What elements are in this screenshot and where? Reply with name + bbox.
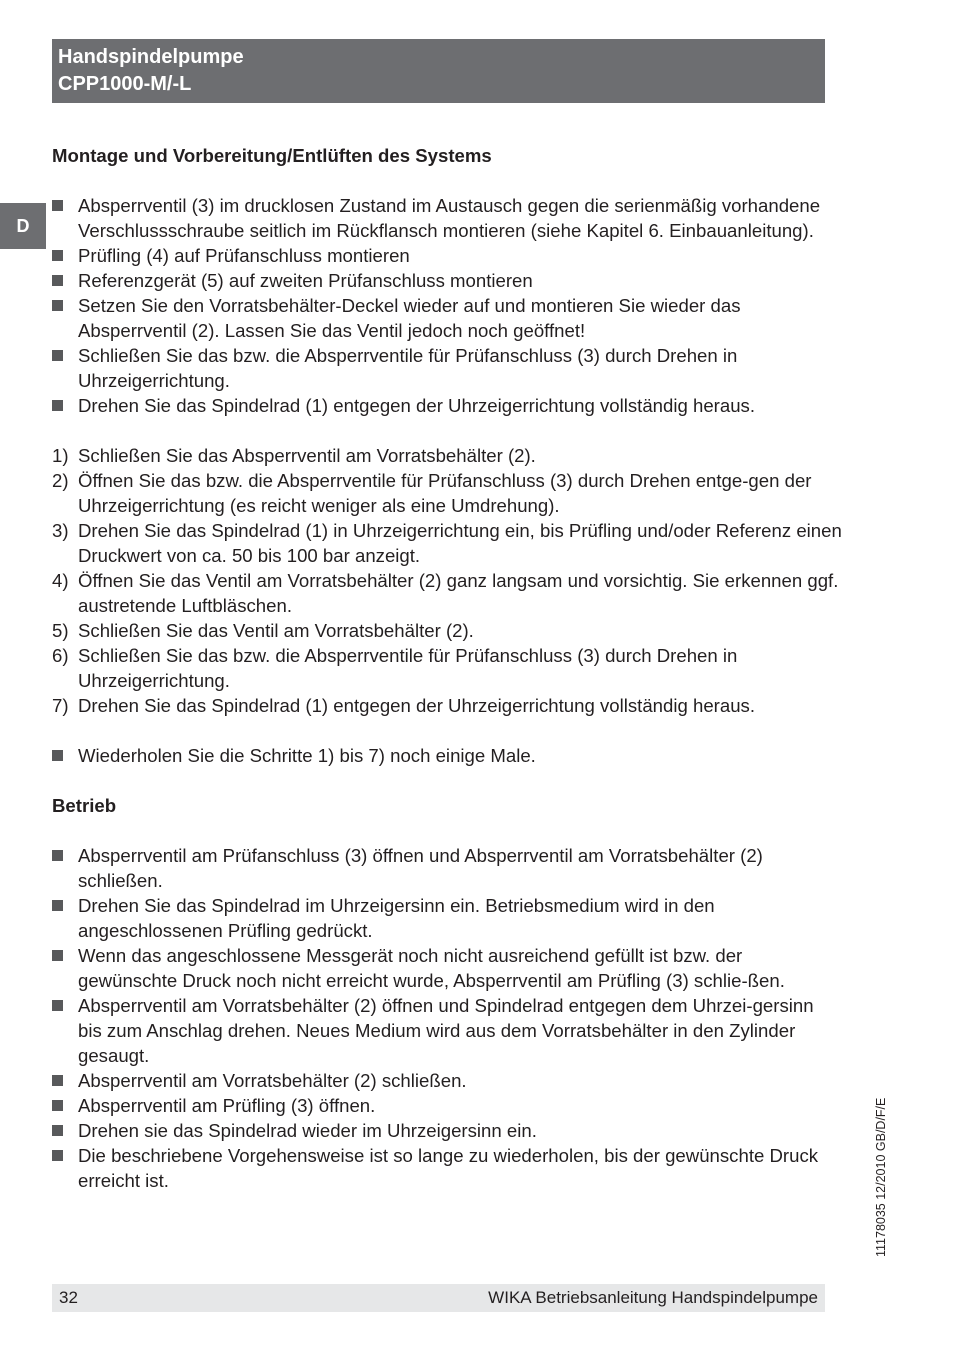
montage-bullet-list — [52, 193, 842, 418]
step-number: 6) — [52, 645, 69, 666]
square-bullet-icon — [52, 1150, 63, 1161]
list-item: Absperrventil am Vorratsbehälter (2) öffnen und Spindelrad entgegen dem Uhrzei-gersinn bis zum Anschlag drehen. Neues Medium wird aus dem Vorratsbehälter in den Zylinder gesaugt. — [52, 993, 842, 1068]
step-number: 2) — [52, 470, 69, 491]
list-item: Drehen sie das Spindelrad wieder im Uhrzeigersinn ein. — [52, 1118, 842, 1143]
step-item: 4) Öffnen Sie das Ventil am Vorratsbehälter (2) ganz langsam und vorsichtig. Sie erkennen ggf. austretende Luftbläschen. — [52, 570, 839, 616]
square-bullet-icon — [52, 750, 63, 761]
square-bullet-icon — [52, 1125, 63, 1136]
list-item: Wenn das angeschlossene Messgerät noch nicht ausreichend gefüllt ist bzw. der gewünschte Druck noch nicht erreicht wurde, Absperrventil am Prüfling (3) schlie-ßen. — [52, 943, 842, 993]
square-bullet-icon — [52, 200, 63, 211]
step-number: 5) — [52, 620, 69, 641]
list-item: Absperrventil am Vorratsbehälter (2) schließen. — [52, 1068, 842, 1093]
square-bullet-icon — [52, 1075, 63, 1086]
square-bullet-icon — [52, 250, 63, 261]
numbered-steps — [52, 443, 842, 718]
footer-bar — [52, 1284, 825, 1312]
list-item: Drehen Sie das Spindelrad im Uhrzeigersinn ein. Betriebsmedium wird in den angeschlossenen Prüfling gedrückt. — [52, 893, 842, 943]
step-item: 5) Schließen Sie das Ventil am Vorratsbehälter (2). — [52, 620, 474, 641]
list-item: Referenzgerät (5) auf zweiten Prüfanschluss montieren — [52, 268, 842, 293]
section-title-montage: Montage und Vorbereitung/Entlüften des Systems — [52, 145, 492, 166]
step-number: 4) — [52, 570, 69, 591]
repeat-instruction: Wiederholen Sie die Schritte 1) bis 7) noch einige Male. — [52, 743, 842, 768]
square-bullet-icon — [52, 1000, 63, 1011]
header-bar — [52, 39, 825, 103]
step-item: 2) Öffnen Sie das bzw. die Absperrventile für Prüfanschluss (3) durch Drehen entge-gen der Uhrzeigerrichtung (es reicht weniger als eine Umdrehung). — [52, 470, 812, 516]
step-number: 3) — [52, 520, 69, 541]
step-number: 7) — [52, 695, 69, 716]
document-title: Handspindelpumpe — [58, 46, 244, 68]
square-bullet-icon — [52, 850, 63, 861]
list-item: Absperrventil (3) im drucklosen Zustand im Austausch gegen die serienmäßig vorhandene Verschlussschraube seitlich im Rückflansch montieren (siehe Kapitel 6. Einbauanleitung). — [52, 193, 842, 243]
page-number: 32 — [59, 1288, 78, 1307]
page-content — [52, 143, 842, 1193]
document-code: 11178035 12/2010 GB/D/F/E — [874, 1097, 888, 1257]
square-bullet-icon — [52, 300, 63, 311]
betrieb-bullet-list — [52, 843, 842, 1193]
footer-document-title: WIKA Betriebsanleitung Handspindelpumpe — [488, 1288, 818, 1307]
step-number: 1) — [52, 445, 69, 466]
step-item: 1) Schließen Sie das Absperrventil am Vorratsbehälter (2). — [52, 445, 536, 466]
square-bullet-icon — [52, 900, 63, 911]
list-item: Absperrventil am Prüfanschluss (3) öffnen und Absperrventil am Vorratsbehälter (2) schließen. — [52, 843, 842, 893]
step-item: 7) Drehen Sie das Spindelrad (1) entgegen der Uhrzeigerrichtung vollständig heraus. — [52, 695, 756, 716]
list-item: Absperrventil am Prüfling (3) öffnen. — [52, 1093, 842, 1118]
list-item: Setzen Sie den Vorratsbehälter-Deckel wieder auf und montieren Sie wieder das Absperrventil (2). Lassen Sie das Ventil jedoch noch geöffnet! — [52, 293, 842, 343]
square-bullet-icon — [52, 350, 63, 361]
language-tab: D — [0, 203, 46, 249]
square-bullet-icon — [52, 275, 63, 286]
square-bullet-icon — [52, 400, 63, 411]
list-item: Drehen Sie das Spindelrad (1) entgegen der Uhrzeigerrichtung vollständig heraus. — [52, 393, 842, 418]
list-item: Prüfling (4) auf Prüfanschluss montieren — [52, 243, 842, 268]
model-number: CPP1000-M/-L — [58, 73, 192, 95]
step-item: 6) Schließen Sie das bzw. die Absperrventile für Prüfanschluss (3) durch Drehen in Uhrzeigerrichtung. — [52, 645, 738, 691]
square-bullet-icon — [52, 950, 63, 961]
square-bullet-icon — [52, 1100, 63, 1111]
step-item: 3) Drehen Sie das Spindelrad (1) in Uhrzeigerrichtung ein, bis Prüfling und/oder Referenz einen Druckwert von ca. 50 bis 100 bar anzeigt. — [52, 520, 842, 566]
section-title-betrieb: Betrieb — [52, 795, 117, 816]
list-item: Die beschriebene Vorgehensweise ist so lange zu wiederholen, bis der gewünschte Druck erreicht ist. — [52, 1143, 842, 1193]
list-item: Schließen Sie das bzw. die Absperrventile für Prüfanschluss (3) durch Drehen in Uhrzeigerrichtung. — [52, 343, 842, 393]
